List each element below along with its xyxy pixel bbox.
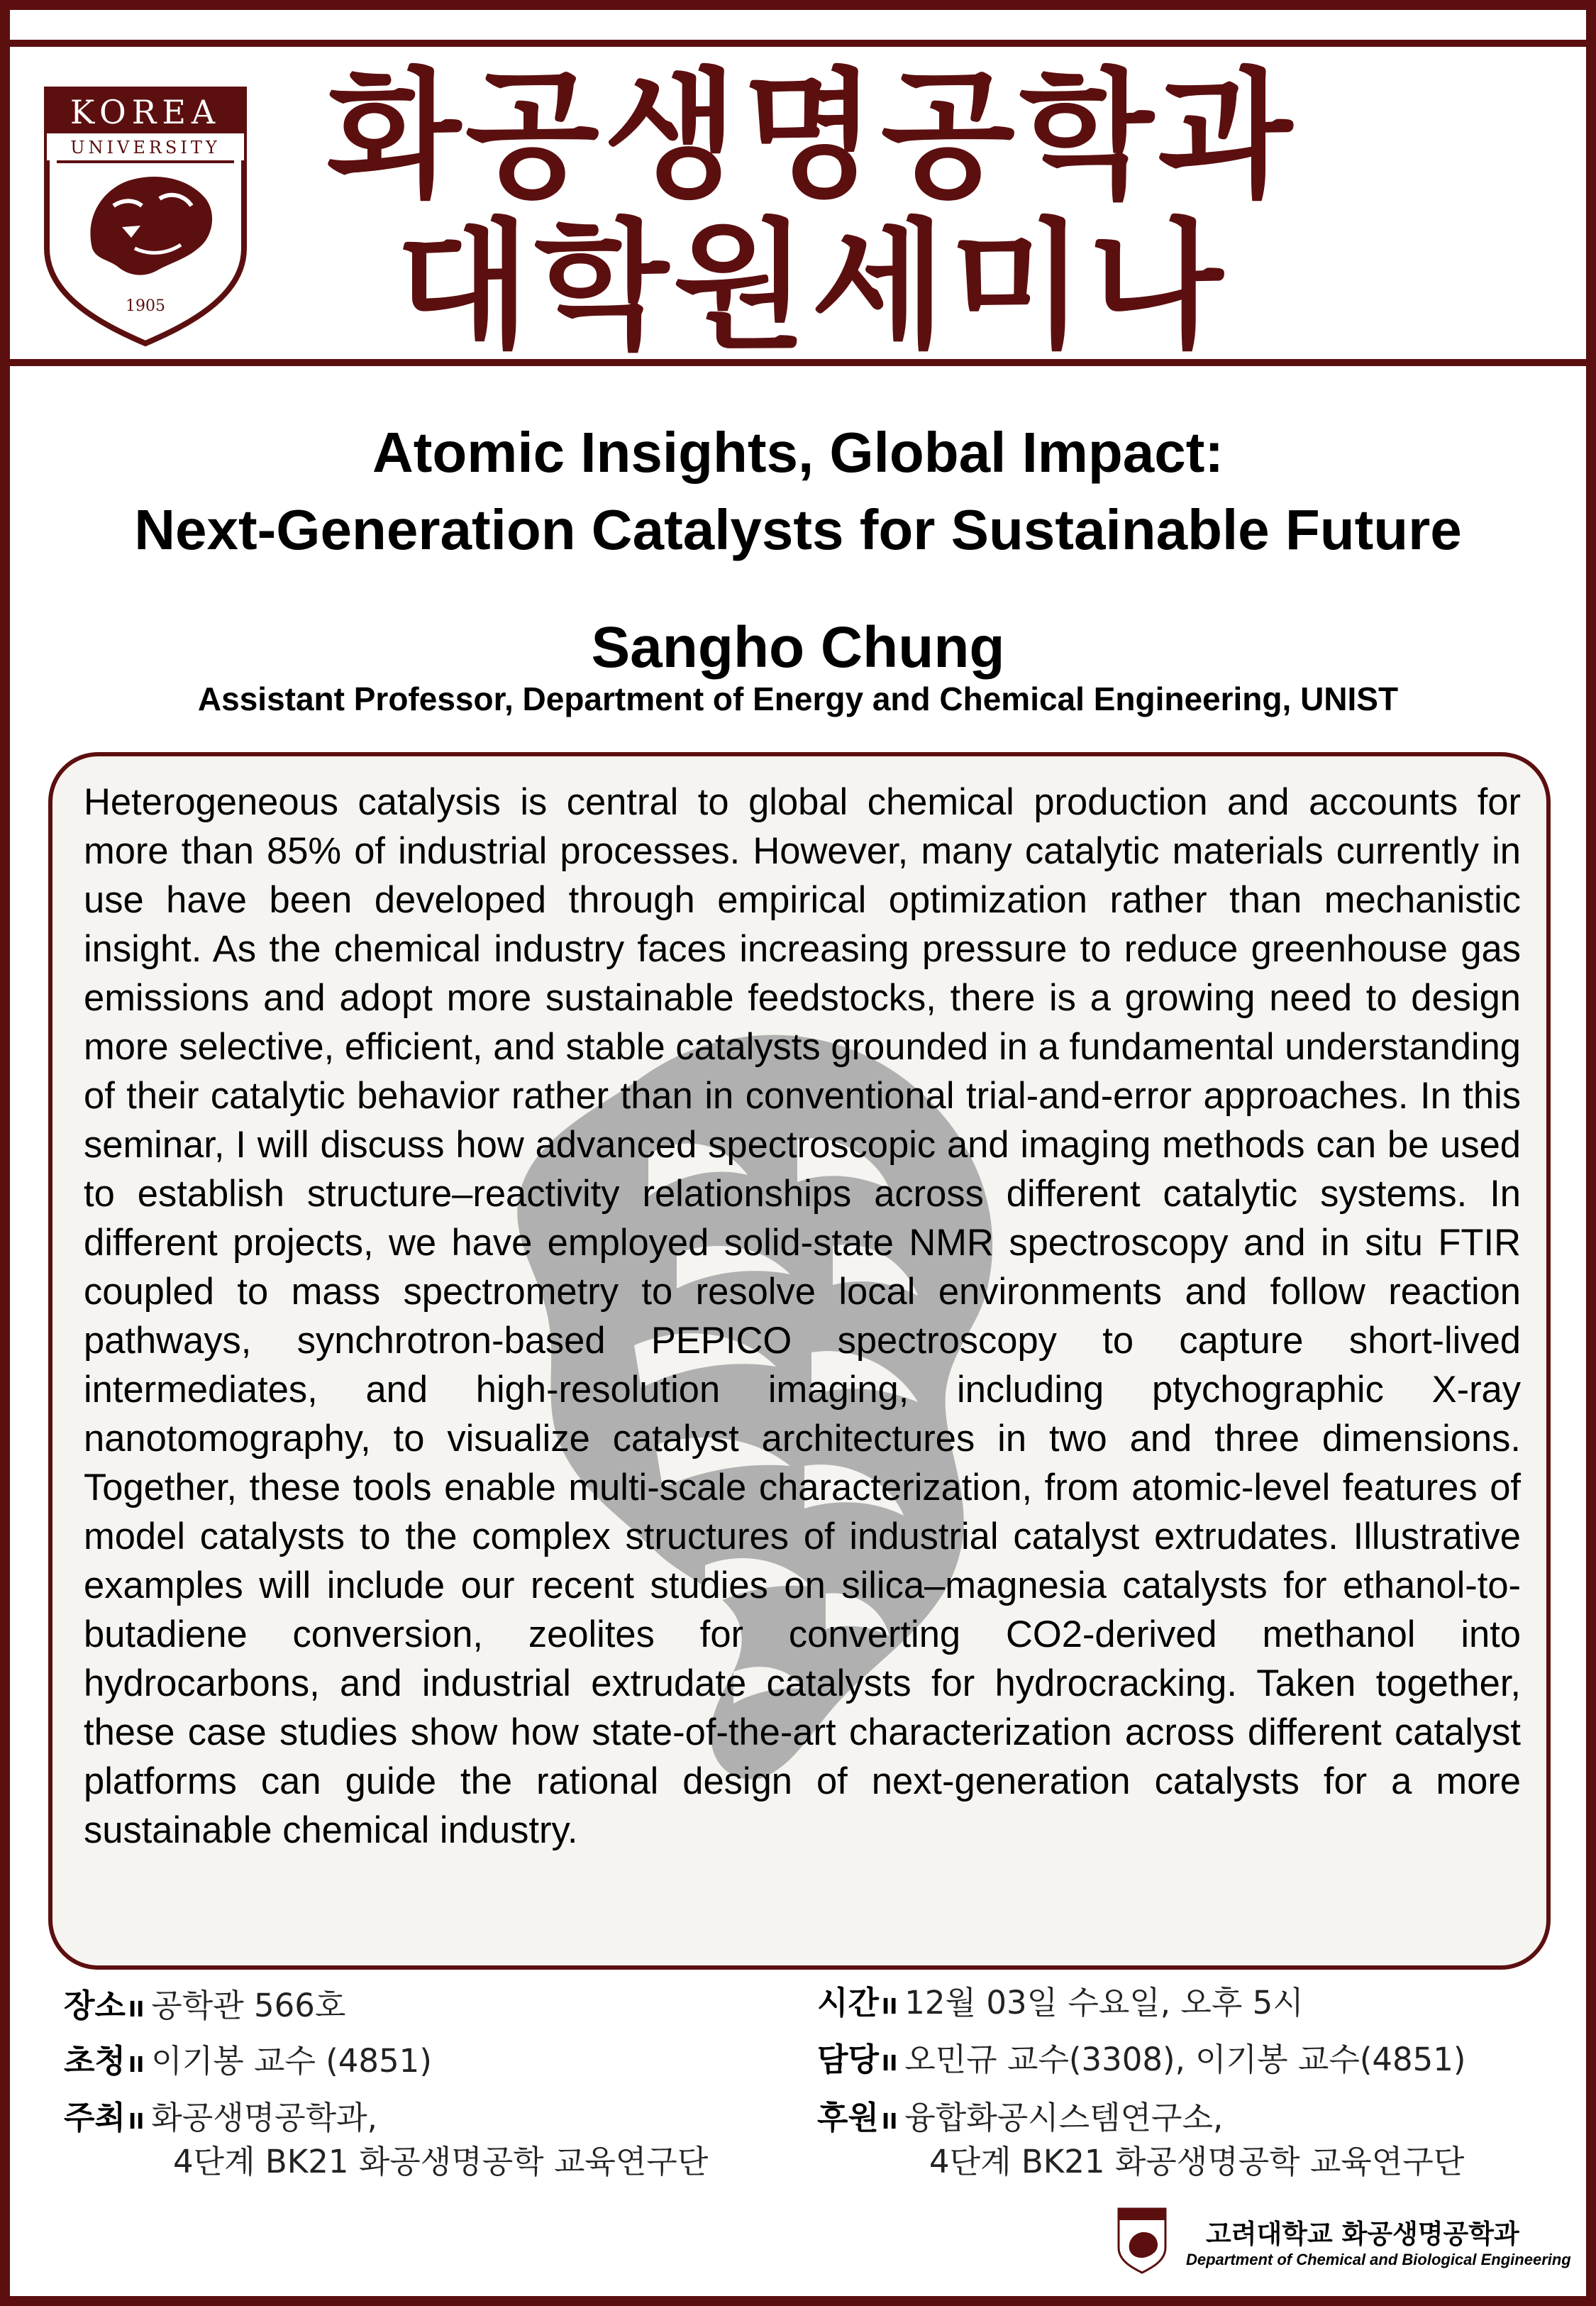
logo-korea-text: KOREA bbox=[70, 93, 221, 131]
location-label: 장소 bbox=[64, 1987, 126, 2024]
separator: II bbox=[881, 1995, 898, 2019]
sponsor-label: 후원 bbox=[817, 2099, 879, 2136]
footer-logo-icon bbox=[1116, 2207, 1168, 2275]
seminar-title: 대학원세미나 bbox=[395, 206, 1228, 368]
contact-row bbox=[817, 2041, 1466, 2078]
separator: II bbox=[881, 2109, 898, 2134]
time-label: 시간 bbox=[817, 1984, 879, 2021]
host-row bbox=[64, 2042, 432, 2080]
sponsor-value-line2: 4단계 BK21 화공생명공학 교육연구단 bbox=[929, 2143, 1465, 2180]
logo-year-text: 1905 bbox=[126, 297, 165, 315]
korea-university-logo-icon bbox=[43, 85, 248, 348]
separator: II bbox=[881, 2051, 898, 2076]
footer-department-english: Department of Chemical and Biological Engineering bbox=[1186, 2251, 1571, 2268]
sponsor-value-line1: 융합화공시스템연구소, bbox=[904, 2099, 1224, 2136]
abstract-panel bbox=[48, 752, 1551, 1970]
footer-department-korean: 고려대학교 화공생명공학과 bbox=[1206, 2219, 1519, 2249]
host-value: 이기봉 교수 (4851) bbox=[151, 2042, 432, 2080]
contact-value: 오민규 교수(3308), 이기봉 교수(4851) bbox=[904, 2041, 1466, 2078]
separator: II bbox=[128, 2053, 145, 2078]
separator: II bbox=[128, 2109, 145, 2134]
location-row bbox=[64, 1987, 346, 2024]
talk-title-line1: Atomic Insights, Global Impact: bbox=[372, 421, 1224, 484]
header-band bbox=[10, 40, 1586, 366]
time-value: 12월 03일 수요일, 오후 5시 bbox=[904, 1984, 1304, 2021]
organizer-label: 주최 bbox=[64, 2099, 126, 2136]
department-title: 화공생명공학과 bbox=[326, 55, 1297, 217]
organizer-value-line2: 4단계 BK21 화공생명공학 교육연구단 bbox=[173, 2143, 709, 2180]
sponsor-row bbox=[817, 2099, 1224, 2136]
contact-label: 담당 bbox=[817, 2041, 879, 2078]
talk-title-line2: Next-Generation Catalysts for Sustainable Future bbox=[134, 498, 1462, 561]
location-value: 공학관 566호 bbox=[151, 1987, 346, 2024]
organizer-value-line1: 화공생명공학과, bbox=[151, 2099, 377, 2136]
organizer-row bbox=[64, 2099, 377, 2136]
speaker-affiliation: Assistant Professor, Department of Energy and Chemical Engineering, UNIST bbox=[197, 680, 1399, 717]
logo-university-text: UNIVERSITY bbox=[70, 138, 221, 158]
time-row bbox=[817, 1984, 1304, 2021]
separator: II bbox=[128, 1997, 145, 2022]
abstract-text: Heterogeneous catalysis is central to global chemical production and accounts for more than 85% of industrial processes. However, many catalytic materials currently in use have been developed through empirical optimization rather than mechanistic insight. As the chemical industry faces increasing pressure to reduce greenhouse gas emissions and adopt more sustainable feedstocks, there is a growing need to design more selective, efficient, and stable catalysts grounded in a fundamental understanding of their catalytic behavior rather than in conventional trial-and-error approaches. In this seminar, I will discuss how advanced spectroscopic and imaging methods can be used to establish structure–reactivity relationships across different catalytic systems. In different projects, we have employed solid-state NMR spectroscopy and in situ FTIR coupled to mass spectrometry to resolve local environments and follow reaction pathways, synchrotron-based PEPICO spectroscopy to capture short-lived intermediates, and high-resolution imaging, including ptychographic X-ray nanotomography, to visualize catalyst architectures in two and three dimensions. Together, these tools enable multi-scale characterization, from atomic-level features of model catalysts to the complex structures of industrial catalyst extrudates. Illustrative examples will include our recent studies on silica–magnesia catalysts for ethanol-to-butadiene conversion, zeolites for converting CO2-derived methanol into hydrocarbons, and industrial extrudate catalysts for hydrocracking. Taken together, these case studies show how state-of-the-art characterization across different catalyst platforms can guide the rational design of next-generation catalysts for a more sustainable chemical industry. bbox=[84, 781, 1521, 1851]
host-label: 초청 bbox=[64, 2042, 126, 2080]
speaker-name: Sangho Chung bbox=[591, 615, 1005, 680]
